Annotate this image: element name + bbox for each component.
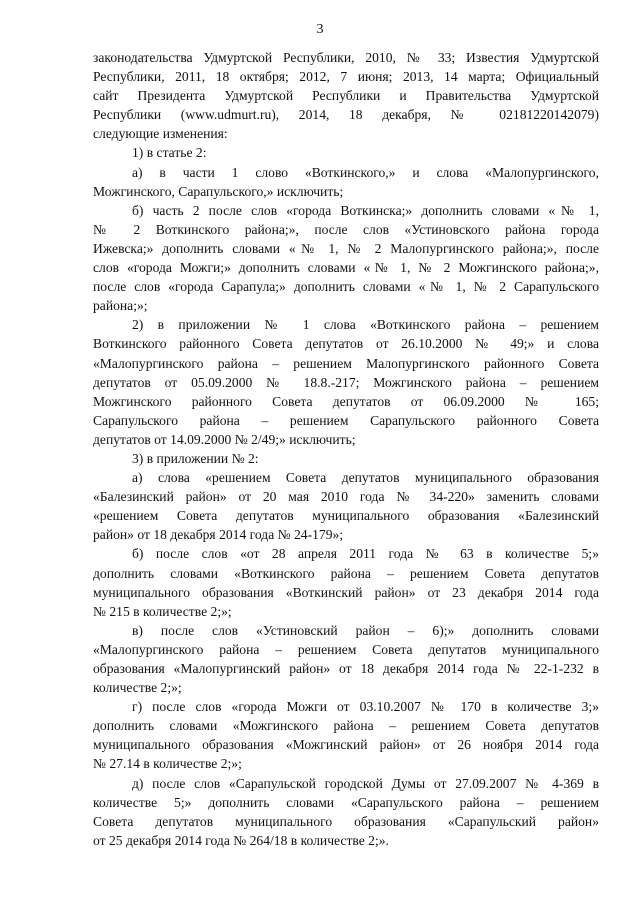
paragraph <box>93 163 599 201</box>
text-line: д) после слов «Сарапульской городской Думы от 27.09.2007 № 4-369 в <box>132 775 599 791</box>
text-line: 2) в приложении № 1 слова «Воткинского района – решением <box>132 317 599 333</box>
text-line: Республики (www.udmurt.ru), 2014, 18 декабря, № 02181220142079) <box>93 107 599 123</box>
paragraph <box>93 697 599 773</box>
paragraph <box>93 468 599 544</box>
text-line: г) после слов «города Можги от 03.10.2007 № 170 в количестве 3;» <box>132 699 599 715</box>
text-line: количестве 5;» дополнить словами «Сарапульского района – решением <box>93 794 599 810</box>
text-line: «Малопургинского района – решением Совета депутатов муниципального <box>93 641 599 657</box>
text-line: в) после слов «Устиновский район – 6);» дополнить словами <box>132 622 599 638</box>
text-line: «Балезинский район» от 20 мая 2010 года № 34-220» заменить словами <box>93 489 599 505</box>
text-line: № 27.14 в количестве 2;»; <box>93 756 242 772</box>
page-number: 3 <box>316 22 324 37</box>
text-line: «решением Совета депутатов муниципального образования «Балезинский <box>93 508 599 524</box>
text-line: законодательства Удмуртской Республики, 2010, № 33; Известия Удмуртской <box>93 50 599 65</box>
text-line: количестве 2;»; <box>93 680 182 696</box>
text-line: сайт Президента Удмуртской Республики и Правительства Удмуртской <box>93 88 599 104</box>
text-line: слов «города Можги;» дополнить словами «№ 1, № 2 Можгинского района;», <box>93 260 599 276</box>
text-line: образования «Малопургинский район» от 18 декабря 2014 года № 22-1-232 в <box>93 661 599 676</box>
text-line: б) после слов «от 28 апреля 2011 года № 63 в количестве 5;» <box>132 546 599 562</box>
text-line: «Малопургинского района – решением Малопургинского районного Совета <box>93 355 599 371</box>
text-line: район» от 18 декабря 2014 года № 24-179»; <box>93 527 344 543</box>
text-line: Ижевска;» дополнить словами «№ 1, № 2 Малопургинского района;», после <box>93 240 599 256</box>
text-line: а) слова «решением Совета депутатов муниципального образования <box>132 470 599 486</box>
text-line: Сарапульского района – решением Сарапульского районного Совета <box>93 412 599 428</box>
paragraph <box>93 621 599 697</box>
text-line: следующие изменения: <box>93 126 228 142</box>
text-line: от 25 декабря 2014 года № 264/18 в количестве 2;». <box>93 832 389 848</box>
document-body <box>93 48 599 850</box>
paragraph <box>93 48 599 143</box>
paragraph <box>93 544 599 620</box>
text-line: Воткинского районного Совета депутатов от 26.10.2000 № 49;» и слова <box>93 336 599 352</box>
text-line: района;»; <box>93 298 148 314</box>
paragraph <box>93 143 599 162</box>
text-line: б) часть 2 после слов «города Воткинска;» дополнить словами «№ 1, <box>132 202 599 218</box>
text-line: депутатов от 05.09.2000 № 18.8.-217; Можгинского района – решением <box>93 374 599 390</box>
text-line: 1) в статье 2: <box>132 145 207 161</box>
text-line: депутатов от 14.09.2000 № 2/49;» исключить; <box>93 431 356 447</box>
text-line: Совета депутатов муниципального образования «Сарапульский район» <box>93 813 599 829</box>
text-line: Республики, 2011, 18 октября; 2012, 7 июня; 2013, 14 марта; Официальный <box>93 69 599 85</box>
text-line: 3) в приложении № 2: <box>132 450 259 466</box>
text-line: после слов «города Сарапула;» дополнить словами «№ 1, № 2 Сарапульского <box>93 279 599 295</box>
paragraph <box>93 201 599 316</box>
text-line: Можгинского, Сарапульского,» исключить; <box>93 183 344 199</box>
text-line: Можгинского районного Совета депутатов от 06.09.2000 № 165; <box>93 393 599 409</box>
text-line: № 2 Воткинского района;», после слов «Устиновского района города <box>93 221 599 237</box>
text-line: муниципального образования «Можгинский район» от 26 ноября 2014 года <box>93 737 599 753</box>
text-line: дополнить словами «Воткинского района – решением Совета депутатов <box>93 565 599 581</box>
paragraph <box>93 315 599 449</box>
paragraph <box>93 449 599 468</box>
text-line: а) в части 1 слово «Воткинского,» и слова «Малопургинского, <box>132 164 599 180</box>
text-line: муниципального образования «Воткинский район» от 23 декабря 2014 года <box>93 584 599 600</box>
text-line: дополнить словами «Можгинского района – решением Совета депутатов <box>93 718 599 734</box>
text-line: № 215 в количестве 2;»; <box>93 603 232 619</box>
paragraph <box>93 774 599 850</box>
